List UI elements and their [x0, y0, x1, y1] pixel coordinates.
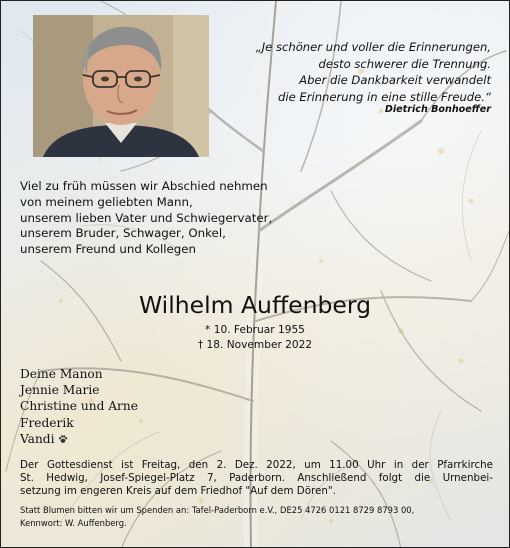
mourner-name: Christine und Arne	[20, 399, 138, 414]
mourner-name: Vandi	[20, 431, 55, 446]
service-line: St. Hedwig, Josef-Spiegel-Platz 7, Paderborn. Anschließend folgt die Urnenbei-	[20, 472, 493, 485]
service-line: Der Gottesdienst ist Freitag, den 2. Dez. 2022, um 11.00 Uhr in der Pfarrkirche	[20, 459, 493, 471]
intro-line: Viel zu früh müssen wir Abschied nehmen	[20, 179, 268, 193]
birth-date: * 10. Februar 1955	[205, 324, 305, 336]
donation-info	[20, 504, 414, 530]
quote-line: desto schwerer die Trennung.	[318, 56, 491, 71]
life-dates	[1, 323, 509, 352]
intro-line: unserem lieben Vater und Schwiegervater,	[20, 210, 273, 225]
intro-line: unserem Bruder, Schwager, Onkel,	[20, 226, 226, 241]
mourner-name: Frederik	[20, 415, 74, 430]
portrait-illustration	[33, 15, 209, 157]
mourner-name: Jennie Marie	[20, 383, 100, 398]
quote-line: Aber die Dankbarkeit verwandelt	[299, 73, 491, 88]
quote-line: die Erinnerung in eine stille Freude.“	[278, 89, 491, 104]
intro-text	[20, 179, 272, 258]
donation-line: Kennwort: W. Auffenberg.	[20, 518, 127, 529]
mourners-list	[20, 366, 138, 447]
quote-author: Dietrich Bonhoeffer	[384, 104, 491, 115]
quote-line: „Je schöner und voller die Erinnerungen,	[255, 40, 491, 54]
service-info	[20, 459, 493, 499]
intro-line: von meinem geliebten Mann,	[20, 194, 193, 209]
deceased-name: Wilhelm Auffenberg	[138, 291, 372, 319]
intro-line: unserem Freund und Kollegen	[20, 242, 197, 257]
death-date: † 18. November 2022	[197, 338, 313, 351]
mourner-name-with-pet	[20, 431, 138, 447]
donation-line: Statt Blumen bitten wir um Spenden an: Tafel-Paderborn e.V., DE25 4726 0121 8729 8793 00,	[20, 505, 415, 515]
paw-print-icon	[58, 434, 68, 444]
service-line: setzung im engeren Kreis auf dem Friedhof "Auf dem Dören".	[20, 485, 336, 498]
mourner-name: Deine Manon	[20, 367, 103, 381]
quote-text	[221, 39, 491, 105]
portrait-photo	[33, 15, 209, 157]
